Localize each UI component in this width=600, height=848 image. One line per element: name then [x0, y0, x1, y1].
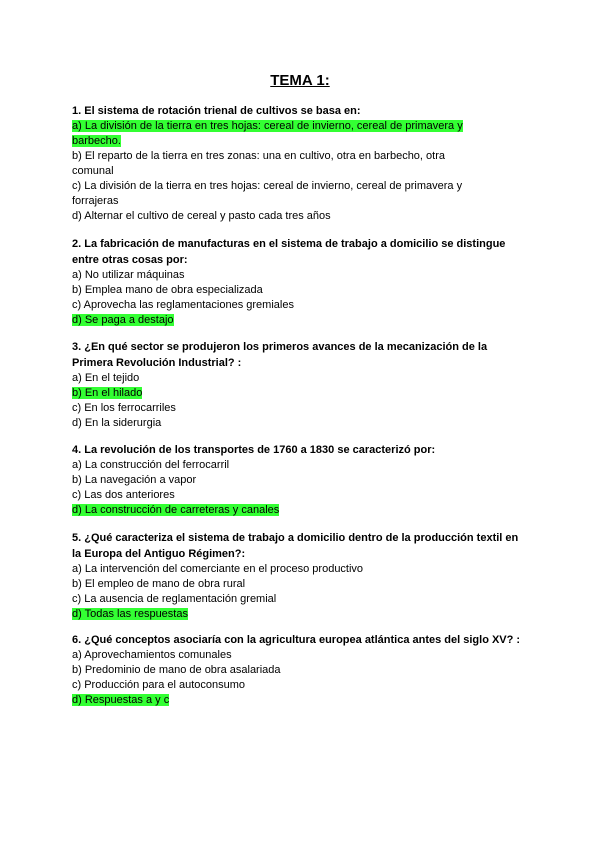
question-3 [72, 339, 532, 431]
question-text: 2. La fabricación de manufacturas en el sistema de trabajo a domicilio se distingue [72, 238, 506, 250]
answer-option-text: a) No utilizar máquinas [72, 269, 185, 281]
answer-option [72, 678, 532, 693]
answer-option [72, 401, 532, 416]
answer-option-text: d) En la siderurgia [72, 417, 162, 429]
answer-option [72, 209, 532, 224]
question-text: la Europa del Antiguo Régimen?: [72, 548, 246, 560]
question-text: entre otras cosas por: [72, 254, 188, 266]
answer-option-text: d) Alternar el cultivo de cereal y pasto cada tres años [72, 210, 331, 222]
answer-option-text: b) En el hilado [72, 387, 143, 399]
question-text: 6. ¿Qué conceptos asociaría con la agricultura europea atlántica antes del siglo XV? : [72, 634, 521, 646]
answer-option [72, 283, 532, 298]
answer-option-text: comunal [72, 165, 114, 177]
page-title [0, 72, 600, 89]
question-2 [72, 236, 532, 328]
answer-option-text: a) La intervención del comerciante en el proceso productivo [72, 563, 364, 575]
correct-answer [72, 119, 532, 134]
answer-option [72, 458, 532, 473]
answer-option [72, 473, 532, 488]
question-4 [72, 442, 532, 518]
answer-option-text: a) Aprovechamientos comunales [72, 649, 232, 661]
question-text: 3. ¿En qué sector se produjeron los primeros avances de la mecanización de la [72, 341, 488, 353]
correct-answer [72, 693, 532, 708]
answer-option [72, 179, 532, 194]
answer-option [72, 592, 532, 607]
question-text: 1. El sistema de rotación trienal de cultivos se basa en: [72, 105, 361, 117]
answer-option-text: a) En el tejido [72, 372, 140, 384]
answer-option-text: c) La división de la tierra en tres hojas: cereal de invierno, cereal de primavera y [72, 180, 463, 192]
answer-option-text: a) La construcción del ferrocarril [72, 459, 230, 471]
answer-option-text: forrajeras [72, 195, 119, 207]
answer-option-text: d) Se paga a destajo [72, 314, 174, 326]
answer-option-text: b) El empleo de mano de obra rural [72, 578, 246, 590]
answer-option [72, 268, 532, 283]
page-title-text: TEMA 1: [270, 72, 330, 89]
answer-option-text: c) Aprovecha las reglamentaciones gremiales [72, 299, 294, 311]
answer-option [72, 663, 532, 678]
answer-option [72, 298, 532, 313]
answer-option-text: c) La ausencia de reglamentación gremial [72, 593, 277, 605]
question-text: 4. La revolución de los transportes de 1760 a 1830 se caracterizó por: [72, 444, 436, 456]
answer-option-text: c) Las dos anteriores [72, 489, 175, 501]
question-5 [72, 530, 532, 622]
answer-option [72, 488, 532, 503]
answer-option-text: d) Respuestas a y c [72, 694, 170, 706]
answer-option-text: c) En los ferrocarriles [72, 402, 176, 414]
correct-answer [72, 607, 532, 622]
answer-option-text: d) La construcción de carreteras y canales [72, 504, 280, 516]
answer-option-text: b) La navegación a vapor [72, 474, 197, 486]
answer-option [72, 648, 532, 663]
answer-option-text: b) El reparto de la tierra en tres zonas: una en cultivo, otra en barbecho, otra [72, 150, 445, 162]
correct-answer [72, 503, 532, 518]
correct-answer [72, 134, 532, 149]
answer-option-text: b) Predominio de mano de obra asalariada [72, 664, 281, 676]
answer-option-text: a) La división de la tierra en tres hojas: cereal de invierno, cereal de primavera y [72, 120, 463, 132]
answer-option-text: b) Emplea mano de obra especializada [72, 284, 263, 296]
answer-option [72, 562, 532, 577]
question-text: Primera Revolución Industrial? : [72, 357, 242, 369]
answer-option [72, 371, 532, 386]
correct-answer [72, 313, 532, 328]
correct-answer [72, 386, 532, 401]
question-6 [72, 632, 532, 708]
answer-option [72, 194, 532, 209]
answer-option [72, 149, 532, 164]
answer-option-text: c) Producción para el autoconsumo [72, 679, 246, 691]
answer-option [72, 416, 532, 431]
answer-option [72, 164, 532, 179]
answer-option-text: barbecho. [72, 135, 121, 147]
question-1 [72, 103, 532, 224]
question-text: 5. ¿Qué caracteriza el sistema de trabajo a domicilio dentro de la producción textil en [72, 532, 519, 544]
answer-option-text: d) Todas las respuestas [72, 608, 188, 620]
answer-option [72, 577, 532, 592]
